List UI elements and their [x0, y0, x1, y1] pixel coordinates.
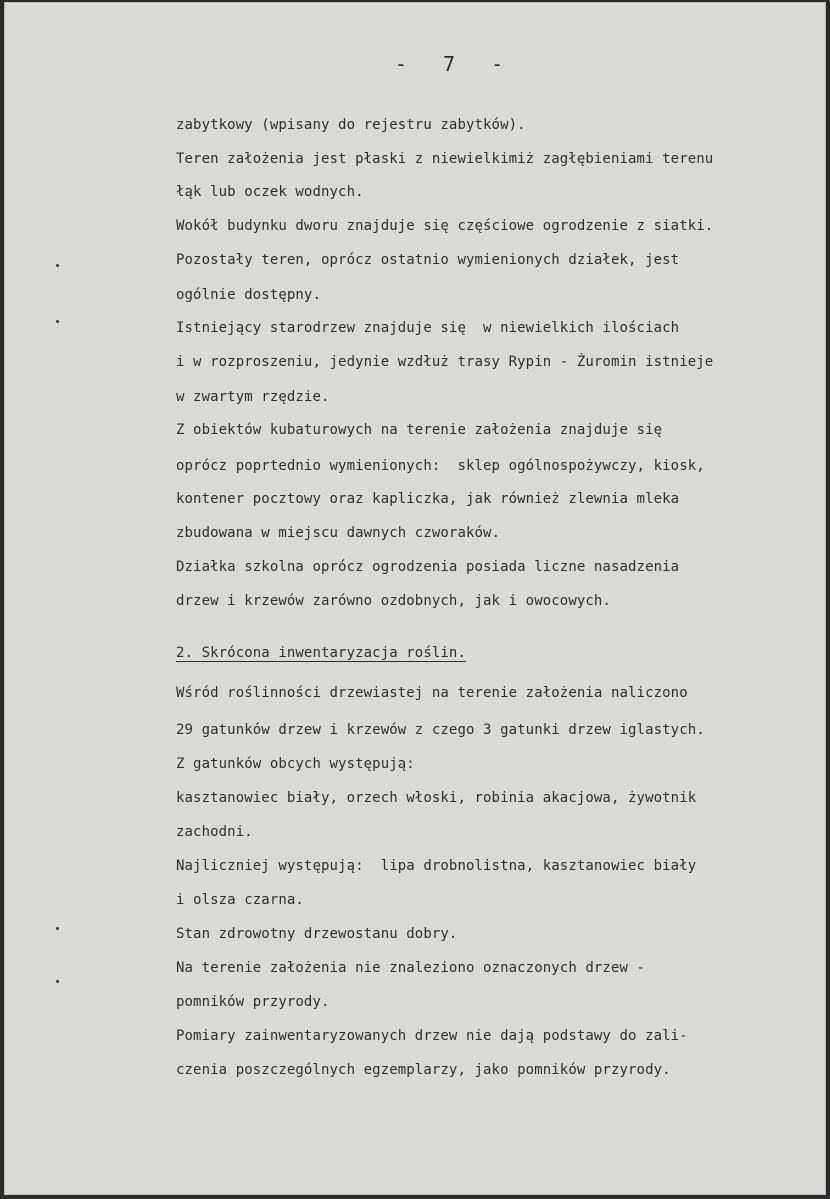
text-line: Istniejący starodrzew znajduje się w niewielkich ilościach — [176, 320, 680, 336]
margin-mark — [56, 264, 59, 267]
text-line: zabytkowy (wpisany do rejestru zabytków). — [176, 117, 526, 133]
text-line: w zwartym rzędzie. — [176, 389, 330, 405]
page-number: - 7 - — [394, 52, 504, 76]
text-line: oprócz poprtednio wymienionych: sklep ogólnospożywczy, kiosk, — [176, 458, 705, 474]
text-line: Działka szkolna oprócz ogrodzenia posiada liczne nasadzenia — [176, 559, 680, 575]
text-line: i olsza czarna. — [176, 892, 304, 908]
text-line: Z gatunków obcych występują: — [176, 756, 415, 772]
text-line: kontener pocztowy oraz kapliczka, jak również zlewnia mleka — [176, 491, 680, 507]
text-line: kasztanowiec biały, orzech włoski, robinia akacjowa, żywotnik — [176, 790, 697, 806]
text-line: Z obiektów kubaturowych na terenie założenia znajduje się — [176, 422, 663, 438]
document-page — [4, 2, 826, 1195]
text-line: zachodni. — [176, 824, 253, 840]
text-line: zbudowana w miejscu dawnych czworaków. — [176, 525, 501, 541]
margin-mark — [56, 980, 59, 983]
text-line: 29 gatunków drzew i krzewów z czego 3 gatunki drzew iglastych. — [176, 722, 705, 738]
text-line: i w rozproszeniu, jedynie wzdłuż trasy Rypin - Żuromin istnieje — [176, 354, 714, 370]
text-line: łąk lub oczek wodnych. — [176, 184, 364, 200]
text-line: drzew i krzewów zarówno ozdobnych, jak i owocowych. — [176, 593, 611, 609]
section-heading: 2. Skrócona inwentaryzacja roślin. — [176, 645, 466, 661]
text-line: Wśród roślinności drzewiastej na terenie założenia naliczono — [176, 685, 688, 701]
text-line: ogólnie dostępny. — [176, 287, 321, 303]
text-line: Stan zdrowotny drzewostanu dobry. — [176, 926, 458, 942]
text-line: Pomiary zainwentaryzowanych drzew nie dają podstawy do zali- — [176, 1028, 688, 1044]
text-line: pomników przyrody. — [176, 994, 330, 1010]
text-line: Wokół budynku dworu znajduje się częściowe ogrodzenie z siatki. — [176, 218, 714, 234]
text-line: Najliczniej występują: lipa drobnolistna, kasztanowiec biały — [176, 858, 697, 874]
text-line: czenia poszczególnych egzemplarzy, jako pomników przyrody. — [176, 1062, 671, 1078]
text-line: Na terenie założenia nie znaleziono oznaczonych drzew - — [176, 960, 646, 976]
margin-mark — [56, 320, 59, 323]
margin-mark — [56, 927, 59, 930]
text-line: Teren założenia jest płaski z niewielkimiż zagłębieniami terenu — [176, 151, 714, 167]
text-line: Pozostały teren, oprócz ostatnio wymienionych działek, jest — [176, 252, 680, 268]
